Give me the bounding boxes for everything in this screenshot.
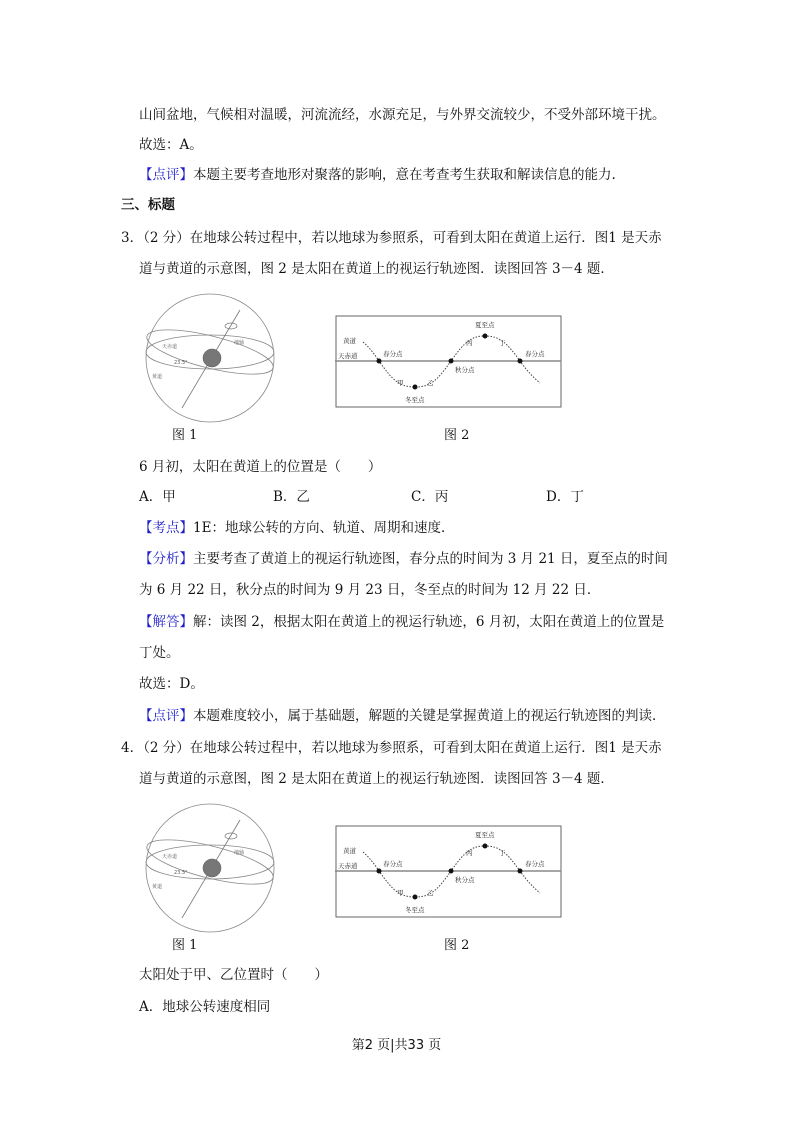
spring-equinox-dot-1: [377, 359, 382, 364]
fig1-label-equator: 天赤道: [162, 854, 178, 860]
q3-kaodian: [139, 519, 454, 537]
q3-line1: 3．（2 分）在地球公转过程中，若以地球为参照系，可看到太阳在黄道上运行．图1 是天赤: [121, 230, 662, 246]
spring-equinox-dot-1: [377, 869, 382, 874]
fig2-label-ding: 丁: [499, 339, 506, 347]
q3-fig1-caption: 图 1: [172, 428, 198, 443]
fig1-label-axis: 地轴: [234, 850, 245, 856]
q4-fig1-caption: 图 1: [172, 938, 198, 953]
earth: [203, 349, 221, 367]
autumn-equinox-dot: [449, 869, 454, 874]
q4-line1: 4．（2 分）在地球公转过程中，若以地球为参照系，可看到太阳在黄道上运行．图1 是天赤: [121, 740, 662, 756]
section-title: 三、标题: [121, 197, 175, 213]
fig2-label-spring1: 春分点: [383, 350, 403, 358]
fig1-label-axis: 地轴: [234, 340, 245, 346]
prev-comment: [139, 166, 616, 184]
fig2-label-ecliptic: 黄道: [343, 847, 356, 855]
fig1-label-angle: 23.5°: [174, 870, 188, 876]
summer-solstice-dot: [483, 844, 488, 849]
fig1-label-equator: 天赤道: [162, 344, 178, 350]
fig1-label-ecliptic: 黄道: [152, 374, 163, 380]
winter-solstice-dot: [413, 385, 418, 390]
fig1-label-angle: 23.5°: [174, 360, 188, 366]
q3-fig2-caption: 图 2: [444, 428, 470, 443]
jieda-text-1: 解：读图 2，根据太阳在黄道上的视运行轨迹，6 月初，太阳在黄道上的位置是: [193, 614, 665, 630]
comment-text: 本题主要考查地形对聚落的影响，意在考查考生获取和解读信息的能力.: [193, 167, 616, 183]
winter-solstice-dot: [413, 895, 418, 900]
page-footer: 第2 页|共33 页: [351, 1038, 442, 1053]
rotation-arrow: [225, 833, 237, 839]
fig2-label-spring2: 春分点: [525, 860, 545, 868]
q3-choice: 故选：D。: [139, 676, 204, 692]
q3-option-c[interactable]: C．丙: [411, 489, 449, 505]
fig2-label-ding: 丁: [499, 849, 506, 857]
fig2-label-spring1: 春分点: [383, 860, 403, 868]
spring-equinox-dot-2: [518, 359, 523, 364]
kaodian-tag: 【考点】: [139, 520, 193, 536]
fig2-label-yi: 乙: [427, 889, 434, 897]
q3-option-b[interactable]: B．乙: [273, 489, 310, 505]
jieda-tag: 【解答】: [139, 614, 193, 630]
fig2-label-jia: 甲: [397, 379, 404, 387]
q3-line2: 道与黄道的示意图，图 2 是太阳在黄道上的视运行轨迹图．读图回答 3－4 题．: [139, 261, 614, 277]
q3-fenxi-1: [139, 550, 668, 568]
fig2-label-winter: 冬至点: [405, 906, 425, 914]
q4-fig2-caption: 图 2: [444, 938, 470, 953]
q3-figure-2: [335, 315, 563, 409]
comment-text: 本题难度较小，属于基础题，解题的关键是掌握黄道上的视运行轨迹图的判读．: [193, 708, 666, 724]
fig2-label-ecliptic: 黄道: [343, 337, 356, 345]
fig2-label-autumn: 秋分点: [455, 876, 475, 884]
q4-stem: 太阳处于甲、乙位置时（ ）: [139, 967, 328, 983]
q4-figure-2: [335, 825, 563, 919]
q3-fenxi-2: 为 6 月 22 日，秋分点的时间为 9 月 23 日，冬至点的时间为 12 月 22 日．: [139, 582, 601, 598]
prev-answer-text: 山间盆地，气候相对温暖，河流流经，水源充足，与外界交流较少，不受外部环境干扰。: [139, 107, 666, 123]
fig2-label-winter: 冬至点: [405, 396, 425, 404]
fig2-label-yi: 乙: [427, 379, 434, 387]
q3-jieda-1: [139, 613, 664, 631]
q3-option-d[interactable]: D．丁: [546, 489, 584, 505]
spring-equinox-dot-2: [518, 869, 523, 874]
q3-jieda-2: 丁处。: [139, 645, 180, 661]
q3-comment: [139, 707, 666, 725]
q4-line2: 道与黄道的示意图，图 2 是太阳在黄道上的视运行轨迹图．读图回答 3－4 题．: [139, 771, 614, 787]
rotation-arrow: [225, 323, 237, 329]
fenxi-text-1: 主要考查了黄道上的视运行轨迹图，春分点的时间为 3 月 21 日，夏至点的时间: [193, 551, 668, 567]
fig1-label-ecliptic: 黄道: [152, 884, 163, 890]
fig2-label-bing: 丙: [466, 849, 473, 857]
q3-figure-1: [138, 290, 283, 426]
kaodian-text: 1E：地球公转的方向、轨道、周期和速度．: [193, 520, 455, 536]
q4-option-a[interactable]: A．地球公转速度相同: [139, 999, 271, 1015]
fig2-label-jia: 甲: [397, 889, 404, 897]
fig2-label-equator: 天赤道: [338, 352, 358, 360]
fig2-label-spring2: 春分点: [525, 350, 545, 358]
summer-solstice-dot: [483, 334, 488, 339]
fig2-label-autumn: 秋分点: [455, 366, 475, 374]
fig2-label-bing: 丙: [466, 339, 473, 347]
comment-tag: 【点评】: [139, 167, 193, 183]
comment-tag: 【点评】: [139, 708, 193, 724]
fenxi-tag: 【分析】: [139, 551, 193, 567]
fig2-label-equator: 天赤道: [338, 862, 358, 870]
autumn-equinox-dot: [449, 359, 454, 364]
q4-figure-1: [138, 800, 283, 936]
fig2-label-summer: 夏至点: [475, 321, 495, 329]
fig2-label-summer: 夏至点: [475, 831, 495, 839]
earth: [203, 859, 221, 877]
prev-answer-choice: 故选：A。: [139, 137, 203, 153]
q3-stem: 6 月初，太阳在黄道上的位置是（ ）: [139, 459, 382, 475]
q3-option-a[interactable]: A．甲: [139, 489, 176, 505]
